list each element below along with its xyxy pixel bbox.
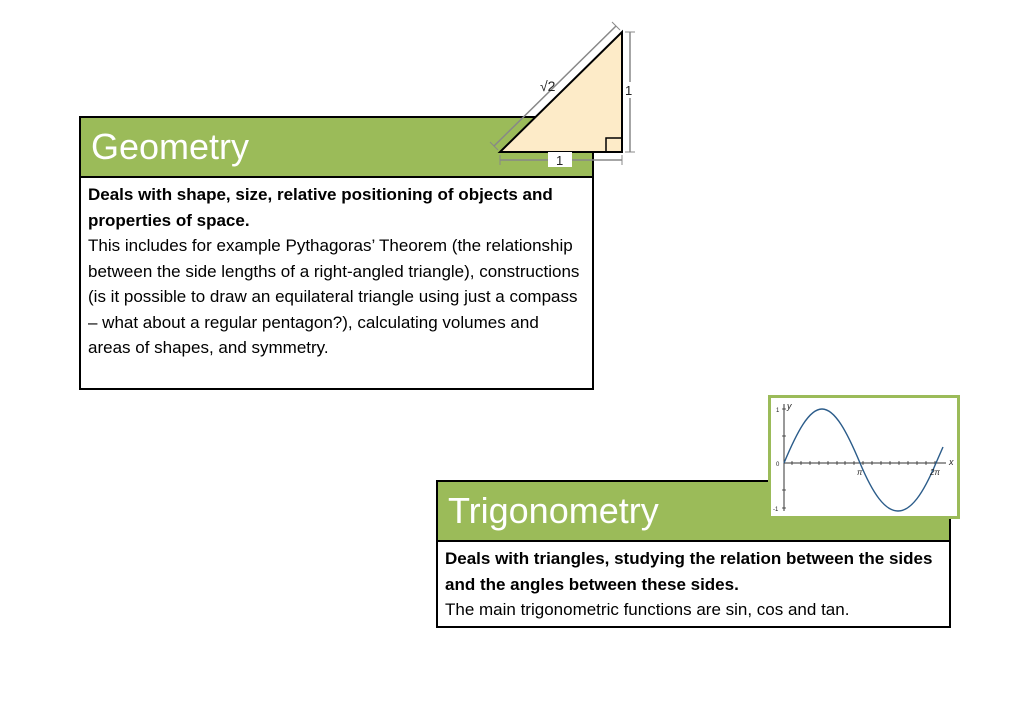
sine-curve	[784, 409, 943, 511]
y-tick-bottom-label: -1	[773, 507, 779, 513]
geometry-title: Geometry	[91, 126, 250, 167]
right-triangle	[500, 32, 622, 152]
sine-graph	[771, 398, 957, 516]
side-label: 1	[625, 83, 633, 98]
y-tick-zero-label: 0	[776, 462, 780, 468]
x-axis-label: x	[949, 457, 954, 467]
y-axis-label: y	[787, 401, 792, 411]
hypotenuse-label: √2	[540, 78, 556, 94]
y-tick-top-label: 1	[776, 408, 780, 414]
trigonometry-lead: Deals with triangles, studying the relation between the sides and the angles between these sides.	[445, 549, 933, 594]
trigonometry-text: The main trigonometric functions are sin, cos and tan.	[445, 600, 850, 619]
trigonometry-title: Trigonometry	[448, 490, 659, 531]
x-tick-pi-label: π	[857, 468, 863, 477]
trigonometry-body	[436, 540, 951, 628]
geometry-body	[79, 176, 594, 390]
geometry-text: This includes for example Pythagoras’ Theorem (the relationship between the side lengths of a right-angled triangle), constructions (is it possible to draw an equilateral triangle using just a compass – what about a regular pentagon?), calculating volumes and areas of shapes, and symmetry.	[88, 236, 580, 357]
sine-graph-frame	[768, 395, 960, 519]
base-label: 1	[556, 153, 564, 168]
geometry-lead: Deals with shape, size, relative positioning of objects and properties of space.	[88, 185, 553, 230]
right-triangle-figure	[488, 18, 648, 170]
x-tick-2pi-label: 2π	[930, 468, 940, 477]
